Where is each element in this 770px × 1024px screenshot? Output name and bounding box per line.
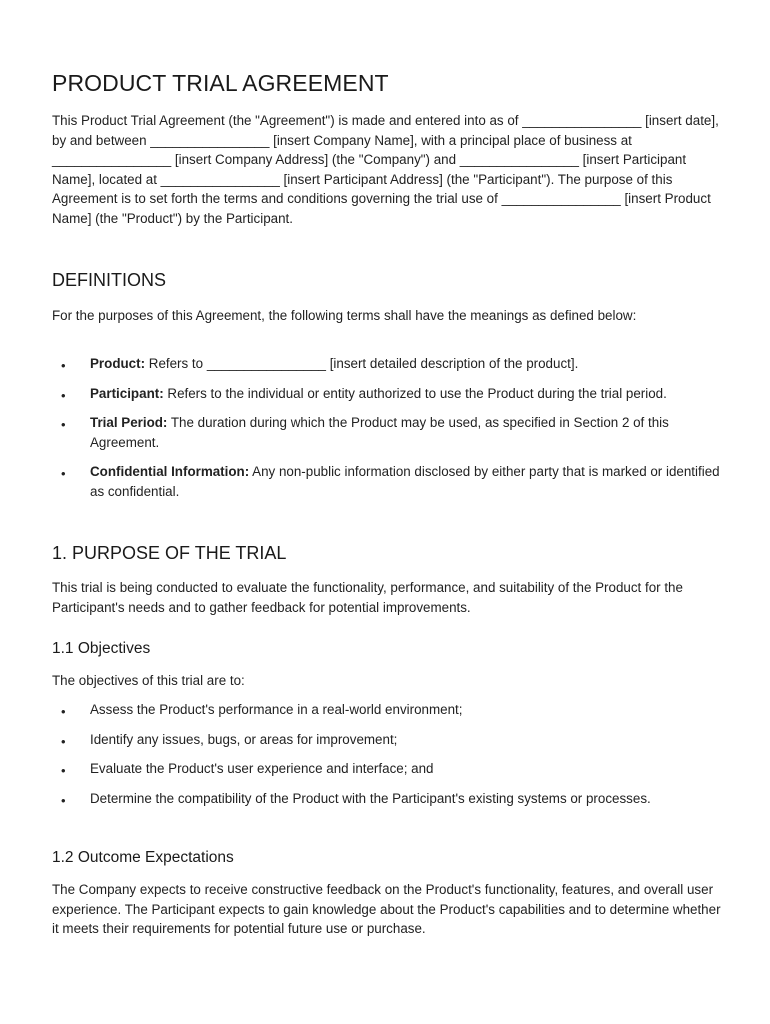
definition-item-participant [52,384,722,404]
definitions-list [52,354,722,502]
definition-term: Confidential Information: [90,464,250,480]
objective-item [52,759,722,779]
definition-term: Product: [90,356,146,371]
objectives-lead: The objectives of this trial are to: [52,673,245,688]
objectives-heading: 1.1 Objectives [52,640,151,657]
bullet-icon: • [61,792,66,808]
objective-item [52,700,722,720]
definition-text: The duration during which the Product may be used, as specified in Section 2 of this Agreement. [90,415,669,450]
section-1-heading: 1. PURPOSE OF THE TRIAL [52,543,287,563]
bullet-icon: • [61,417,66,433]
objective-item [52,730,722,750]
outcome-heading: 1.2 Outcome Expectations [52,849,234,866]
definition-text: Refers to the individual or entity authorized to use the Product during the trial period. [163,385,667,401]
definition-term: Participant: [90,385,164,401]
objective-text: Evaluate the Product's user experience and interface; and [90,761,434,777]
definitions-lead: For the purposes of this Agreement, the following terms shall have the meanings as defined below: [52,308,637,323]
definitions-heading: DEFINITIONS [52,270,167,290]
definition-text: Refers to ________________ [insert detailed description of the product]. [145,356,579,371]
definition-item-trial-period [52,413,722,452]
intro-paragraph: This Product Trial Agreement (the "Agreement") is made and entered into as of ________________ [insert date], by and between ________________ [insert Company Name], with a principal place of business at ________________ [insert Company Address] (the "Company") and ________________ [insert Participant Name], located at ________________ [insert Participant Address] (the "Participant"). The purpose of this Agreement is to set forth the terms and conditions governing the trial use of ________________ [insert Product Name] (the "Product") by the Participant. [52,113,719,226]
bullet-icon: • [61,387,66,403]
bullet-icon: • [61,763,66,779]
document-title: PRODUCT TRIAL AGREEMENT [52,70,389,96]
definition-item-confidential-information [52,462,722,501]
objectives-list [52,700,722,808]
bullet-icon: • [61,733,66,749]
objective-item [52,789,722,809]
objective-text: Identify any issues, bugs, or areas for improvement; [90,731,398,747]
bullet-icon: • [61,704,66,719]
definition-term: Trial Period: [90,415,168,431]
outcome-paragraph: The Company expects to receive constructive feedback on the Product's functionality, features, and overall user experience. The Participant expects to gain knowledge about the Product's capabilities and to determine whether it meets their requirements for potential future use or purchase. [52,882,721,937]
definition-item-product [52,354,722,374]
bullet-icon: • [61,466,66,482]
objective-text: Assess the Product's performance in a real-world environment; [90,702,463,717]
objective-text: Determine the compatibility of the Product with the Participant's existing systems or processes. [90,790,651,806]
bullet-icon: • [61,358,66,373]
section-1-paragraph: This trial is being conducted to evaluate the functionality, performance, and suitability of the Product for the Participant's needs and to gather feedback for potential improvements. [52,580,683,615]
definition-text: Any non-public information disclosed by either party that is marked or identified as confidential. [90,464,720,499]
